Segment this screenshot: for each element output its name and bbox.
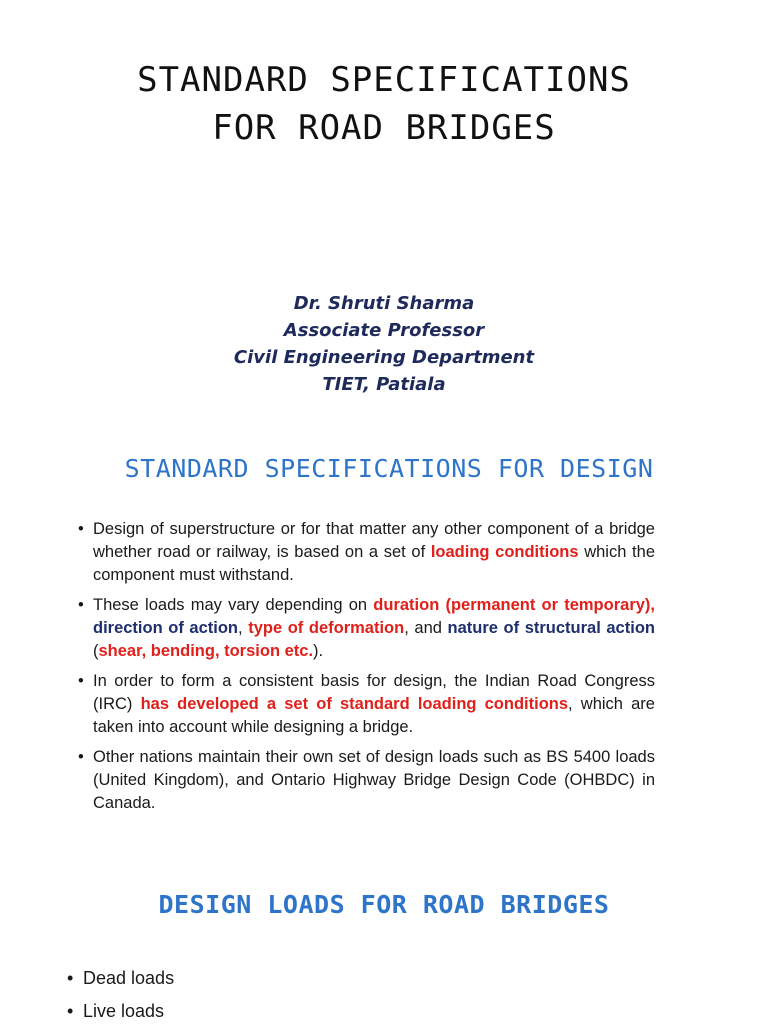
emphasis-text: type of deformation [248, 619, 405, 637]
bullet-item-irc [78, 670, 655, 739]
title-slide [0, 0, 768, 420]
emphasis-text: direction of action [93, 619, 239, 637]
section-title: STANDARD SPECIFICATIONS FOR DESIGN [124, 454, 654, 483]
emphasis-text: loading conditions [430, 543, 579, 561]
author-name: Dr. Shruti Sharma [293, 293, 475, 314]
main-title-line-2: FOR ROAD BRIDGES [212, 108, 556, 148]
bullet-item-loading-conditions [78, 518, 655, 587]
emphasis-text: shear, bending, torsion etc. [98, 642, 314, 660]
load-item-live: • Live loads [67, 995, 174, 1028]
author-block [0, 290, 768, 398]
emphasis-text: has developed a set of standard loading conditions [140, 695, 569, 713]
bullet-item-load-variation [78, 594, 655, 663]
bullet-text: , and [404, 619, 448, 637]
main-title-line-1: STANDARD SPECIFICATIONS [137, 60, 631, 100]
author-institution: TIET, Patiala [322, 374, 446, 395]
load-item-dead: • Dead loads [67, 962, 174, 995]
design-specifications-slide [0, 440, 768, 860]
bullet-text: ). [313, 642, 324, 660]
bullet-text: These loads may vary depending on [93, 596, 374, 614]
bullet-text: , which are taken into account while designing a bridge. [93, 695, 655, 736]
bullet-text: In order to form a consistent basis for design, the Indian Road Congress (IRC) [93, 672, 655, 713]
emphasis-text: duration (permanent or temporary), [373, 596, 655, 614]
bullet-text: , [238, 619, 249, 637]
loads-list [67, 962, 174, 1028]
bullet-text: ( [93, 642, 99, 660]
main-title [0, 56, 768, 152]
bullet-text: Other nations maintain their own set of design loads such as BS 5400 loads (United Kingdom), and Ontario Highway Bridge Design Code (OHBDC) in Canada. [93, 748, 655, 812]
bullet-item-other-nations [78, 746, 655, 815]
author-role: Associate Professor [283, 320, 485, 341]
bullet-text: Design of superstructure or for that matter any other component of a bridge whether road or railway, is based on a set of [93, 520, 655, 561]
section-title: DESIGN LOADS FOR ROAD BRIDGES [158, 890, 610, 919]
emphasis-text: nature of structural action [447, 619, 655, 637]
bullet-text: which the component must withstand. [93, 543, 655, 584]
design-loads-slide [0, 880, 768, 1024]
author-department: Civil Engineering Department [233, 347, 535, 368]
bullet-list [78, 518, 655, 822]
